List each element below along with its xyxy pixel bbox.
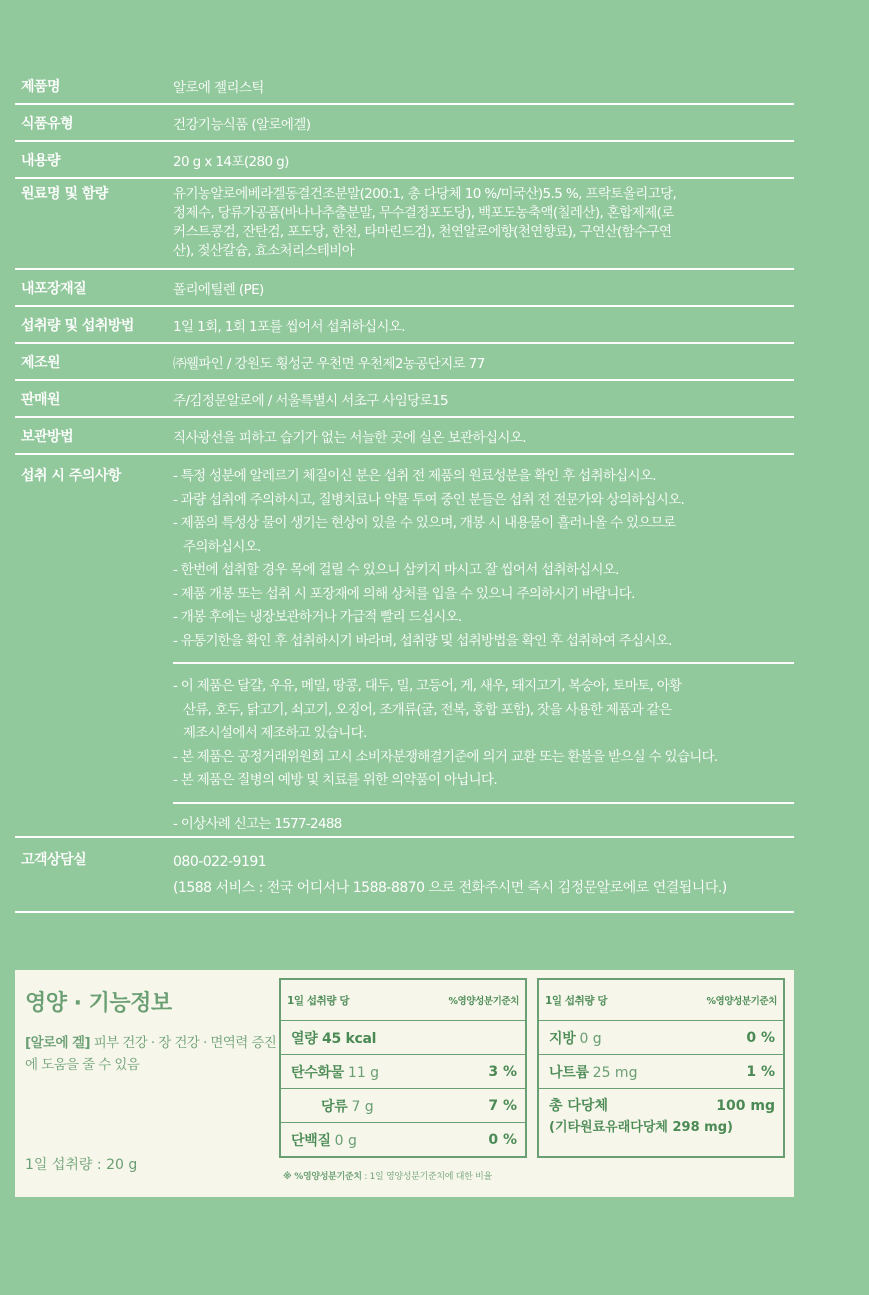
caution-line: - 이 제품은 달걀, 우유, 메밀, 땅콩, 대두, 밀, 고등어, 게, 새우, 돼지고기, 복숭아, 토마토, 아황 — [173, 678, 682, 694]
row-ingredients — [15, 179, 794, 270]
value-food-type: 건강기능식품 (알로에겔) — [173, 116, 311, 133]
nutrient-amount: 11 g — [347, 1064, 380, 1081]
row-customer-service — [15, 838, 794, 913]
nutrition-table-right — [537, 978, 785, 1158]
function-text: 피부 건강 · 장 건강 · 면역력 증진에 도움을 줄 수 있음 — [25, 1035, 277, 1073]
nutrient-row-carbs — [281, 1055, 525, 1089]
nutrient-name: 당류 — [321, 1098, 348, 1115]
function-ingredient: [알로에 겔] — [25, 1035, 91, 1051]
value-seller: 주/김정문알로에 / 서울특별시 서초구 사임당로15 — [173, 392, 449, 409]
label-storage: 보관방법 — [21, 428, 74, 445]
polysaccharide-line — [549, 1095, 775, 1117]
value-storage: 직사광선을 피하고 습기가 없는 서늘한 곳에 실온 보관하십시오. — [173, 429, 526, 446]
nutrient-percent: 1 % — [746, 1063, 775, 1080]
row-seller — [15, 381, 794, 418]
daily-serving: 1일 섭취량 : 20 g — [25, 1157, 138, 1173]
value-product-name: 알로에 젤리스틱 — [173, 79, 264, 96]
nutrition-panel — [15, 970, 794, 1197]
row-product-name — [15, 68, 794, 105]
function-description — [25, 1032, 285, 1076]
nutrient-row-sodium — [539, 1055, 783, 1089]
polysaccharide-sub: (기타원료유래다당체 298 mg) — [549, 1120, 733, 1135]
nutrient-percent: 0 % — [746, 1029, 775, 1046]
ingredients-line: 산), 젖산칼슘, 효소처리스테비아 — [173, 243, 355, 259]
polysaccharide-name: 총 다당체 — [549, 1098, 608, 1114]
label-content: 내용량 — [21, 152, 61, 169]
ingredients-line: 커스트콩검, 잔탄검, 포도당, 한천, 타마린드검), 천연알로에향(천연향료), 구연산(함수구연 — [173, 224, 672, 240]
label-manufacturer: 제조원 — [21, 354, 61, 371]
nutrient-amount: 7 g — [351, 1098, 374, 1115]
label-ingredients: 원료명 및 함량 — [21, 186, 108, 202]
product-spec-table — [15, 68, 794, 913]
row-food-type — [15, 105, 794, 142]
label-cautions: 섭취 시 주의사항 — [21, 468, 121, 484]
nutrient-row-calories — [281, 1021, 525, 1055]
value-intake: 1일 1회, 1회 1포를 씹어서 섭취하십시오. — [173, 318, 405, 335]
label-intake: 섭취량 및 섭취방법 — [21, 317, 134, 334]
label-packaging: 내포장재질 — [21, 280, 87, 297]
value-ingredients — [173, 185, 794, 261]
caution-line: - 개봉 후에는 냉장보관하거나 가급적 빨리 드십시오. — [173, 609, 462, 625]
nutrition-header — [281, 980, 525, 1021]
nutrient-percent: 7 % — [488, 1097, 517, 1114]
nutrient-percent: 3 % — [488, 1063, 517, 1080]
nutrient-percent: 0 % — [488, 1131, 517, 1148]
nutrient-name: 열량 45 kcal — [291, 1030, 377, 1047]
row-content — [15, 142, 794, 179]
nutrient-name: 지방 — [549, 1030, 576, 1047]
caution-line: 주의하십시오. — [183, 538, 261, 555]
caution-line: - 제품의 특성상 물이 생기는 현상이 있을 수 있으며, 개봉 시 내용물이 흘러나올 수 있으므로 — [173, 515, 676, 531]
ingredients-line: 유기농알로에베라겔동결건조분말(200:1, 총 다당체 10 %/미국산)5.5 %, 프락토올리고당, — [173, 186, 677, 202]
nutrient-row-protein — [281, 1123, 525, 1156]
caution-line: 제조시설에서 제조하고 있습니다. — [183, 725, 367, 741]
nutrition-table-left — [279, 978, 527, 1158]
value-cautions — [173, 465, 794, 836]
caution-line: - 본 제품은 공정거래위원회 고시 소비자분쟁해결기준에 의거 교환 또는 환불을 받으실 수 있습니다. — [173, 748, 718, 765]
row-cautions — [15, 455, 794, 838]
caution-line: - 제품 개봉 또는 섭취 시 포장재에 의해 상처를 입을 수 있으니 주의하시기 바랍니다. — [173, 585, 635, 602]
customer-phone: 080-022-9191 — [173, 854, 267, 870]
nutrition-footnote — [283, 1169, 492, 1182]
header-daily-value: %영양성분기준치 — [448, 996, 519, 1007]
caution-group — [173, 465, 794, 664]
ingredients-line: 정제수, 당류가공품(바나나추출분말, 무수결정포도당), 백포도농축액(칠레산), 혼합제제(로 — [173, 205, 674, 221]
nutrition-header — [539, 980, 783, 1021]
value-manufacturer: ㈜웰파인 / 강원도 횡성군 우천면 우천제2농공단지로 77 — [173, 355, 485, 372]
nutrient-row-polysaccharide — [539, 1089, 783, 1143]
caution-group — [173, 664, 794, 804]
nutrient-amount: 25 mg — [592, 1064, 638, 1081]
caution-line: - 특정 성분에 알레르기 체질이신 분은 섭취 전 제품의 원료성분을 확인 후 섭취하십시오. — [173, 468, 656, 484]
caution-group — [173, 804, 794, 837]
nutrient-name: 나트륨 — [549, 1064, 589, 1081]
row-packaging — [15, 270, 794, 307]
footnote-term: ※ %영양성분기준치 — [283, 1172, 362, 1182]
adverse-report-line: - 이상사례 신고는 1577-2488 — [173, 815, 342, 832]
nutrient-amount: 0 g — [334, 1132, 357, 1149]
value-packaging: 폴리에틸렌 (PE) — [173, 281, 264, 298]
nutrient-amount: 0 g — [579, 1030, 602, 1047]
nutrient-name: 단백질 — [291, 1132, 331, 1149]
caution-line: - 과량 섭취에 주의하시고, 질병치료나 약물 투여 중인 분들은 섭취 전 전문가와 상의하십시오. — [173, 491, 685, 508]
nutrient-row-sugars — [281, 1089, 525, 1123]
caution-line: - 본 제품은 질병의 예방 및 치료를 위한 의약품이 아닙니다. — [173, 772, 497, 788]
label-customer-service: 고객상담실 — [21, 852, 87, 868]
label-seller: 판매원 — [21, 391, 61, 408]
nutrient-row-fat — [539, 1021, 783, 1055]
label-food-type: 식품유형 — [21, 115, 74, 132]
value-content: 20 g x 14포(280 g) — [173, 153, 289, 170]
row-manufacturer — [15, 344, 794, 381]
header-daily-value: %영양성분기준치 — [706, 996, 777, 1007]
caution-line: 산류, 호두, 닭고기, 쇠고기, 오징어, 조개류(굴, 전복, 홍합 포함), 잣을 사용한 제품과 같은 — [183, 701, 672, 718]
nutrition-title: 영양 · 기능정보 — [25, 991, 172, 1016]
caution-line: - 한번에 섭취할 경우 목에 걸릴 수 있으니 삼키지 마시고 잘 씹어서 섭취하십시오. — [173, 562, 619, 578]
footnote-text: : 1일 영양성분기준치에 대한 비율 — [361, 1172, 492, 1182]
value-customer-service — [173, 849, 794, 901]
header-per-serving: 1일 섭취량 당 — [545, 994, 608, 1007]
nutrient-name: 탄수화물 — [291, 1064, 344, 1081]
row-intake — [15, 307, 794, 344]
caution-line: - 유통기한을 확인 후 섭취하시기 바라며, 섭취량 및 섭취방법을 확인 후 섭취하여 주십시오. — [173, 632, 672, 649]
label-product-name: 제품명 — [21, 78, 61, 95]
row-storage — [15, 418, 794, 455]
customer-note: (1588 서비스 : 전국 어디서나 1588-8870 으로 전화주시면 즉시 김정문알로에로 연결됩니다.) — [173, 880, 727, 896]
polysaccharide-amount: 100 mg — [716, 1098, 775, 1114]
header-per-serving: 1일 섭취량 당 — [287, 994, 350, 1007]
